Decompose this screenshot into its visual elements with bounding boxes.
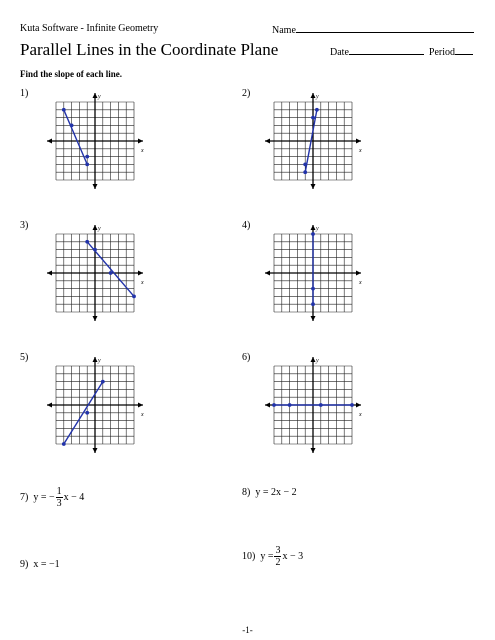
graph-point [311, 302, 315, 306]
y-axis-label: y [316, 226, 319, 232]
problem-number: 8) [242, 487, 251, 498]
graph-point [70, 124, 74, 128]
coordinate-graph [258, 96, 368, 186]
x-axis-label: x [141, 412, 144, 418]
name-blank [296, 23, 474, 33]
graph-point [311, 116, 315, 120]
graph-point [85, 155, 89, 159]
graph-point [62, 108, 66, 112]
equation-text: y = 2x − 2 [255, 487, 297, 498]
x-axis-label: x [359, 148, 362, 154]
date-blank [349, 45, 424, 55]
fraction [56, 486, 63, 509]
arrow-down-icon [311, 316, 316, 321]
problem-number: 7) [20, 491, 29, 503]
graph-point [62, 442, 66, 446]
y-axis-label: y [98, 358, 101, 364]
arrow-right-icon [356, 139, 361, 144]
arrow-down-icon [93, 448, 98, 453]
arrow-left-icon [265, 403, 270, 408]
equation-rhs: x − 4 [63, 491, 85, 503]
equation-problem [242, 545, 303, 568]
graph-point [311, 232, 315, 236]
x-axis-label: x [141, 148, 144, 154]
coordinate-graph [40, 360, 150, 450]
numerator: 3 [275, 545, 281, 556]
graph-point [303, 170, 307, 174]
coordinate-graph [258, 228, 368, 318]
publisher-name: Kuta Software - Infinite Geometry [20, 23, 159, 34]
arrow-up-icon [93, 225, 98, 230]
arrow-left-icon [47, 271, 52, 276]
y-axis-label: y [316, 94, 319, 100]
equation-problem [242, 487, 297, 498]
arrow-up-icon [311, 93, 316, 98]
arrow-right-icon [138, 271, 143, 276]
equation-text: x = −1 [33, 559, 60, 570]
arrow-right-icon [356, 271, 361, 276]
problem-number: 5) [20, 352, 29, 363]
graph-point [315, 108, 319, 112]
graph-point [109, 271, 113, 275]
problem-number: 10) [242, 550, 256, 562]
arrow-down-icon [311, 184, 316, 189]
x-axis-label: x [141, 280, 144, 286]
arrow-right-icon [138, 403, 143, 408]
graph-point [85, 411, 89, 415]
arrow-left-icon [265, 271, 270, 276]
coordinate-graph [40, 228, 150, 318]
y-axis-label: y [316, 358, 319, 364]
problem-number: 9) [20, 559, 29, 570]
graph-point [85, 240, 89, 244]
numerator: 1 [56, 486, 62, 497]
problem-number: 3) [20, 220, 29, 231]
name-field[interactable] [272, 23, 474, 36]
arrow-down-icon [93, 184, 98, 189]
graph-point [101, 380, 105, 384]
arrow-up-icon [311, 357, 316, 362]
graph-point [303, 163, 307, 167]
arrow-down-icon [311, 448, 316, 453]
graph-point [93, 248, 97, 252]
arrow-up-icon [93, 93, 98, 98]
denominator: 3 [56, 498, 62, 509]
graph-point [288, 403, 292, 407]
arrow-right-icon [138, 139, 143, 144]
denominator: 2 [275, 557, 281, 568]
arrow-left-icon [47, 403, 52, 408]
equation-problem [20, 486, 84, 509]
graph-point [132, 295, 136, 299]
period-blank [455, 45, 473, 55]
graph-line [64, 110, 87, 165]
arrow-right-icon [356, 403, 361, 408]
y-axis-label: y [98, 94, 101, 100]
date-period-field[interactable] [330, 45, 473, 58]
problem-number: 2) [242, 88, 251, 99]
graph-point [319, 403, 323, 407]
equation-lhs: y = − [33, 491, 55, 503]
coordinate-graph [40, 96, 150, 186]
arrow-up-icon [311, 225, 316, 230]
graph-point [350, 403, 354, 407]
arrow-left-icon [47, 139, 52, 144]
equation-rhs: x − 3 [282, 550, 304, 562]
arrow-left-icon [265, 139, 270, 144]
graph-point [272, 403, 276, 407]
problem-number: 4) [242, 220, 251, 231]
date-label: Date [330, 47, 349, 58]
arrow-down-icon [93, 316, 98, 321]
graph-point [311, 287, 315, 291]
period-label: Period [428, 47, 455, 58]
page-number: -1- [242, 625, 253, 635]
problem-number: 1) [20, 88, 29, 99]
equation-problem [20, 559, 60, 570]
y-axis-label: y [98, 226, 101, 232]
instructions: Find the slope of each line. [20, 69, 123, 79]
equation-lhs: y = [260, 550, 274, 562]
x-axis-label: x [359, 280, 362, 286]
arrow-up-icon [93, 357, 98, 362]
name-label: Name [272, 25, 296, 36]
fraction [274, 545, 281, 568]
coordinate-graph [258, 360, 368, 450]
x-axis-label: x [359, 412, 362, 418]
page-title: Parallel Lines in the Coordinate Plane [20, 40, 279, 59]
problem-number: 6) [242, 352, 251, 363]
graph-point [85, 163, 89, 167]
